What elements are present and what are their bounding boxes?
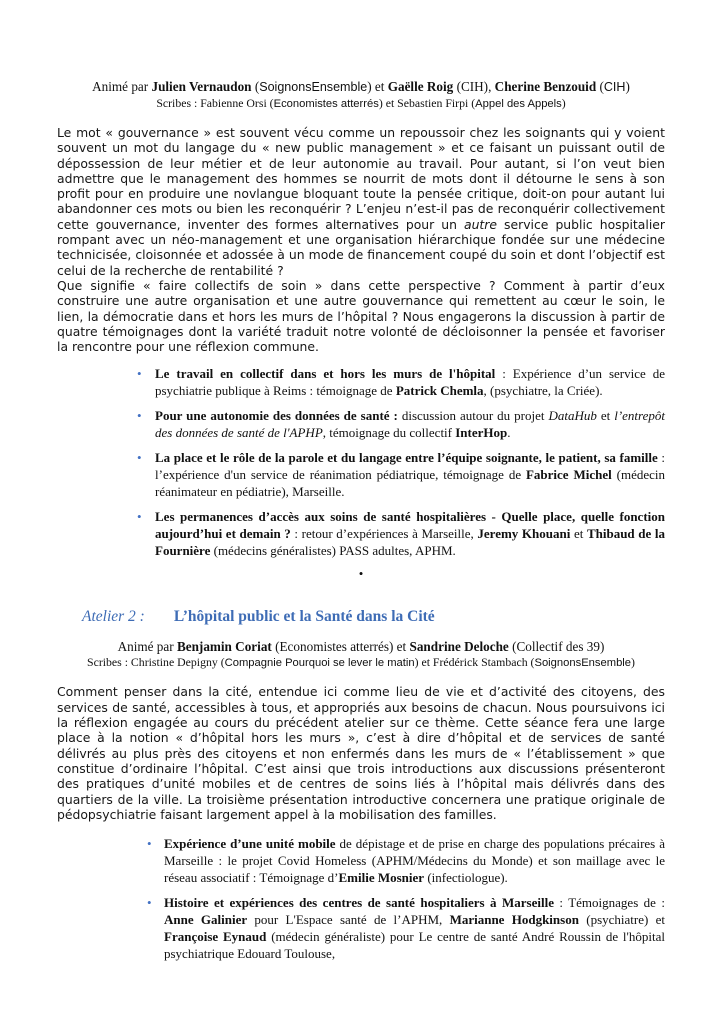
topic-item: • La place et le rôle de la parole et du langage entre l’équipe soignante, le patient, sa famille : l’expérience d'un service de réanimation pédiatrique, témoignage de Fabrice Michel (médecin réanimateur en pédiatrie), Marseille. bbox=[133, 449, 665, 500]
topic-item: • Expérience d’une unité mobile de dépistage et de prise en charge des populations précaires à Marseille : le projet Covid Homeless (APHM/Médecins du Monde) et son maillage avec le réseau associatif : Témoignage d’Emilie Mosnier (infectiologue). bbox=[147, 835, 665, 886]
topic-item: • Histoire et expériences des centres de santé hospitaliers à Marseille : Témoignages de : Anne Galinier pour L'Espace santé de l’APHM, Marianne Hodgkinson (psychiatre) et Françoise Eynaud (médecin généraliste) pour Le centre de santé André Roussin de l'hôpital psychiatrique Edouard Toulouse, bbox=[147, 894, 665, 962]
topic-item: • Les permanences d’accès aux soins de santé hospitalières - Quelle place, quelle fonction aujourd’hui et demain ? : retour d’expériences à Marseille, Jeremy Khouani et Thibaud de la Fournière (médecins généralistes) PASS adultes, APHM. bbox=[133, 508, 665, 559]
workshop2-title: L’hôpital public et la Santé dans la Cité bbox=[173, 608, 435, 626]
workshop1-topics-list bbox=[133, 365, 665, 559]
workshop2-facilitators-line: Animé par Benjamin Coriat (Economistes atterrés) et Sandrine Deloche (Collectif des 39) bbox=[117, 639, 605, 655]
workshop2-topics-list bbox=[147, 835, 665, 962]
workshop2-intro-paragraph: Comment penser dans la cité, entendue ici comme lieu de vie et d’activité des citoyens, des services de santé, accessibles à tous, et appropriés aux besoins de chacun. Nous poursuivons ici la réflexion engagée au cours du précédent atelier sur ce thème. Cette séance fera une large place à la notion « d’hôpital hors les murs », c’est à dire d’hôpital et de services de santé délivrés au plus près des citoyens et non enfermés dans les murs de « l’établissement » que constitue d’ordinaire l’hôpital. C’est ainsi que trois introductions aux discussions présenteront des pratiques d’unité mobiles et de centres de soins liés à l’hôpital mais délivrés dans des quartiers de la ville. La troisième présentation introductive concernera une pratique originale de pédopsychiatrie faisant largement appel à la mobilisation des familles. bbox=[57, 684, 665, 822]
workshop1-scribes-line: Scribes : Fabienne Orsi (Economistes atterrés) et Sebastien Firpi (Appel des Appels) bbox=[156, 96, 566, 110]
workshop2-heading bbox=[82, 607, 665, 626]
workshop2-scribes-line: Scribes : Christine Depigny (Compagnie Pourquoi se lever le matin) et Frédérick Stambach (SoignonsEnsemble) bbox=[87, 655, 635, 670]
workshop1-intro-paragraph-1: Le mot « gouvernance » est souvent vécu comme un repoussoir chez les soignants qui y voient souvent un mot du langage du « new public management » et ce faisant un puissant outil de dépossession de leur métier et de leur autonomie au travail. Pour autant, si l’on veut bien admettre que le management des hommes se nourrit de mots dont il détourne le sens à son profit pour en produire une novlangue bloquant toute la pensée critique, doit-on pour autant lui abandonner ces mots ou bien les reconquérir ? L’enjeu n’est-il pas de reconquérir collectivement cette gouvernance, inventer des formes alternatives pour un autre service public hospitalier rompant avec un néo-management et une organisation hiérarchique fondée sur une médecine technicisée, cloisonnée et adossée à un mode de financement coupé du soin et dont l’objectif est celui de la recherche de rentabilité ? bbox=[57, 125, 665, 278]
topic-item: • Le travail en collectif dans et hors les murs de l'hôpital : Expérience d’un service de psychiatrie publique à Reims : témoignage de Patrick Chemla, (psychiatre, la Criée). bbox=[133, 365, 665, 399]
topic-item: • Pour une autonomie des données de santé : discussion autour du projet DataHub et l’entrepôt des données de santé de l'APHP, témoignage du collectif InterHop. bbox=[133, 407, 665, 441]
workshop1-facilitators-line: Animé par Julien Vernaudon (SoignonsEnsemble) et Gaëlle Roig (CIH), Cherine Benzouid (CIH) bbox=[92, 79, 630, 94]
empty-bullet: • bbox=[358, 566, 364, 582]
workshop1-intro-paragraph-2: Que signifie « faire collectifs de soin » dans cette perspective ? Comment à partir d’eux construire une autre organisation et une autre gouvernance qui remettent au cœur le soin, le lien, la démocratie dans et hors les murs de l’hôpital ? Nous engagerons la discussion à partir de quatre témoignages dont la variété traduit notre volonté de décloisonner la pensée et favoriser la rencontre pour une réflexion commune. bbox=[57, 277, 665, 355]
workshop2-label: Atelier 2 : bbox=[82, 608, 145, 626]
